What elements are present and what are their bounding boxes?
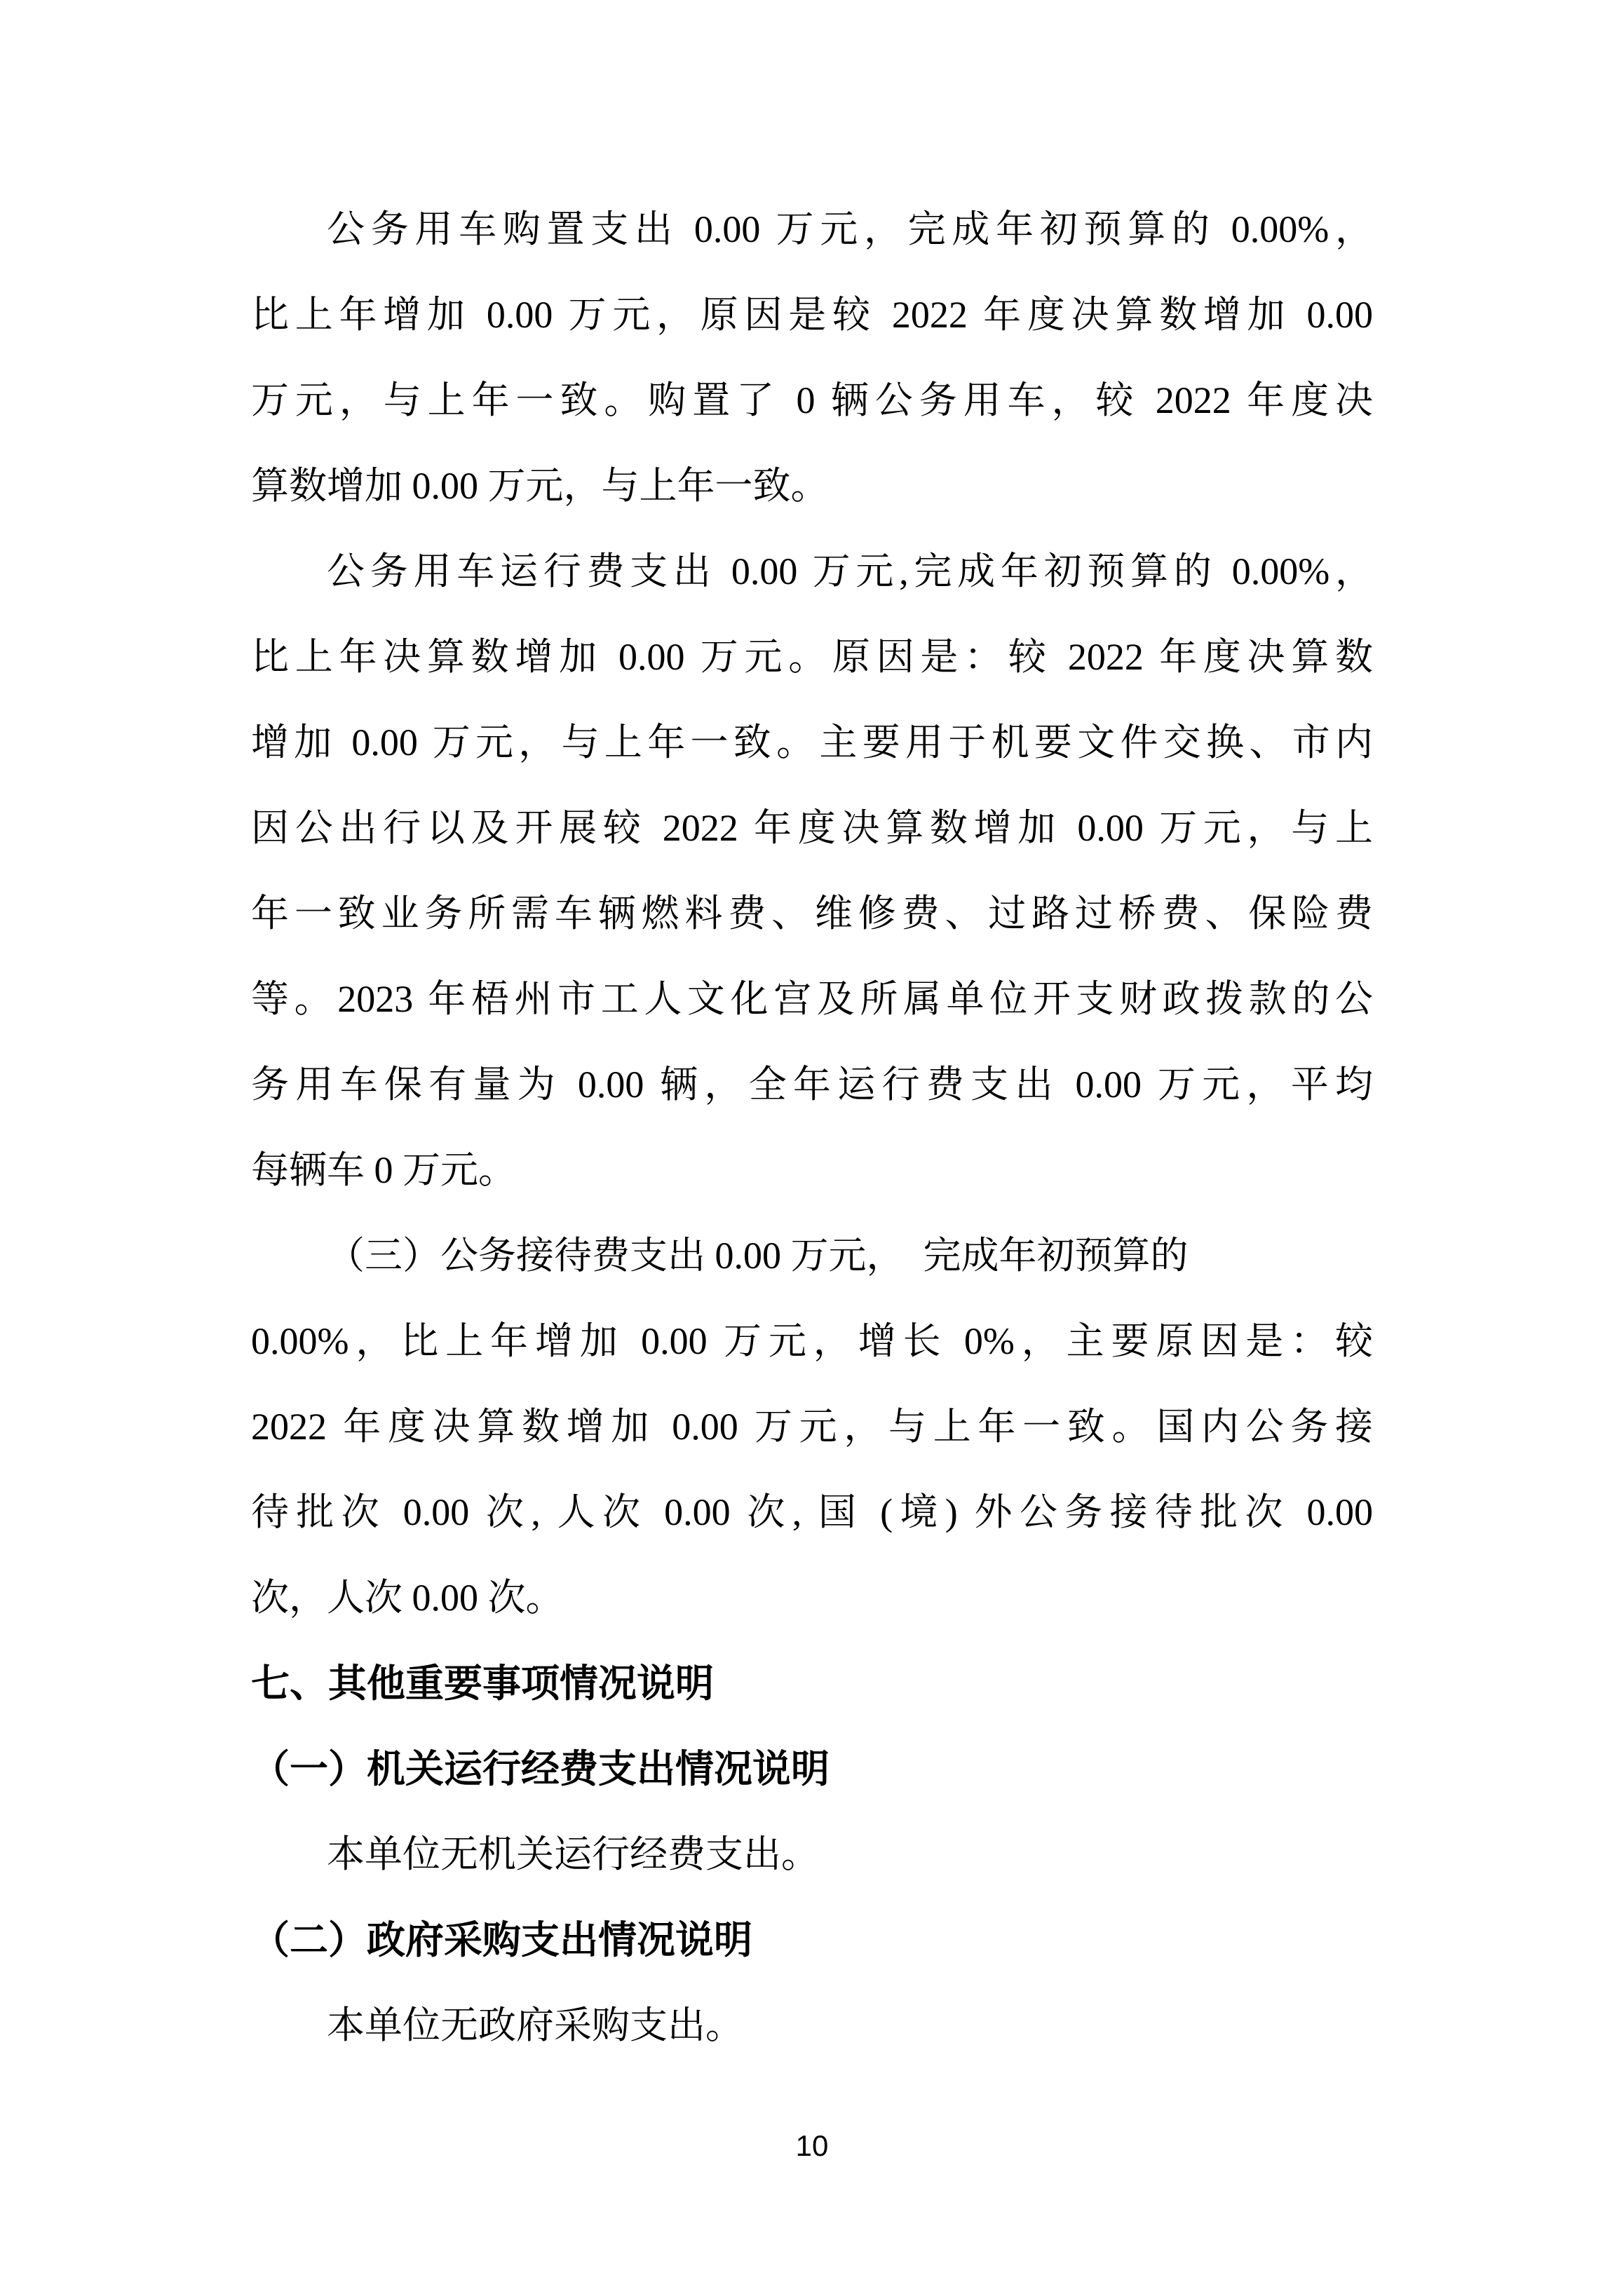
body-text-line: 万元，与上年一致。购置了 0 辆公务用车，较 2022 年度决 xyxy=(251,379,1373,421)
body-text-line: 比上年决算数增加 0.00 万元。原因是：较 2022 年度决算数 xyxy=(251,636,1373,678)
body-text-line: 2022 年度决算数增加 0.00 万元，与上年一致。国内公务接 xyxy=(251,1406,1373,1448)
body-text-line: 本单位无机关运行经费支出。 xyxy=(327,1833,819,1875)
body-text-line: 公务用车购置支出 0.00 万元，完成年初预算的 0.00%， xyxy=(327,208,1373,250)
body-text-line: 等。2023 年梧州市工人文化宫及所属单位开支财政拨款的公 xyxy=(251,978,1373,1020)
body-text-line: （三）公务接待费支出 0.00 万元， 完成年初预算的 xyxy=(327,1235,1189,1277)
body-text-line: 因公出行以及开展较 2022 年度决算数增加 0.00 万元，与上 xyxy=(251,807,1373,849)
body-text-line: 本单位无政府采购支出。 xyxy=(327,2004,743,2046)
body-text-line: 每辆车 0 万元。 xyxy=(251,1149,516,1191)
subsection-1-heading: （一）机关运行经费支出情况说明 xyxy=(251,1747,830,1791)
subsection-2-heading: （二）政府采购支出情况说明 xyxy=(251,1918,753,1962)
document-body xyxy=(251,186,1373,2068)
body-text-line: 务用车保有量为 0.00 辆，全年运行费支出 0.00 万元，平均 xyxy=(251,1064,1373,1106)
body-text-line: 比上年增加 0.00 万元，原因是较 2022 年度决算数增加 0.00 xyxy=(251,294,1373,336)
section-7-heading: 七、其他重要事项情况说明 xyxy=(251,1662,715,1705)
body-text-line: 公务用车运行费支出 0.00 万元,完成年初预算的 0.00%， xyxy=(327,550,1373,592)
page-number: 10 xyxy=(795,2129,829,2162)
body-text-line: 增加 0.00 万元，与上年一致。主要用于机要文件交换、市内 xyxy=(251,721,1373,763)
body-text-line: 次，人次 0.00 次。 xyxy=(251,1577,564,1619)
body-text-line: 算数增加 0.00 万元，与上年一致。 xyxy=(251,465,829,507)
body-text-line: 0.00%，比上年增加 0.00 万元，增长 0%，主要原因是：较 xyxy=(251,1320,1373,1362)
body-text-line: 年一致业务所需车辆燃料费、维修费、过路过桥费、保险费 xyxy=(251,892,1373,935)
body-text-line: 待批次 0.00 次, 人次 0.00 次, 国 (境) 外公务接待批次 0.00 xyxy=(251,1491,1373,1533)
